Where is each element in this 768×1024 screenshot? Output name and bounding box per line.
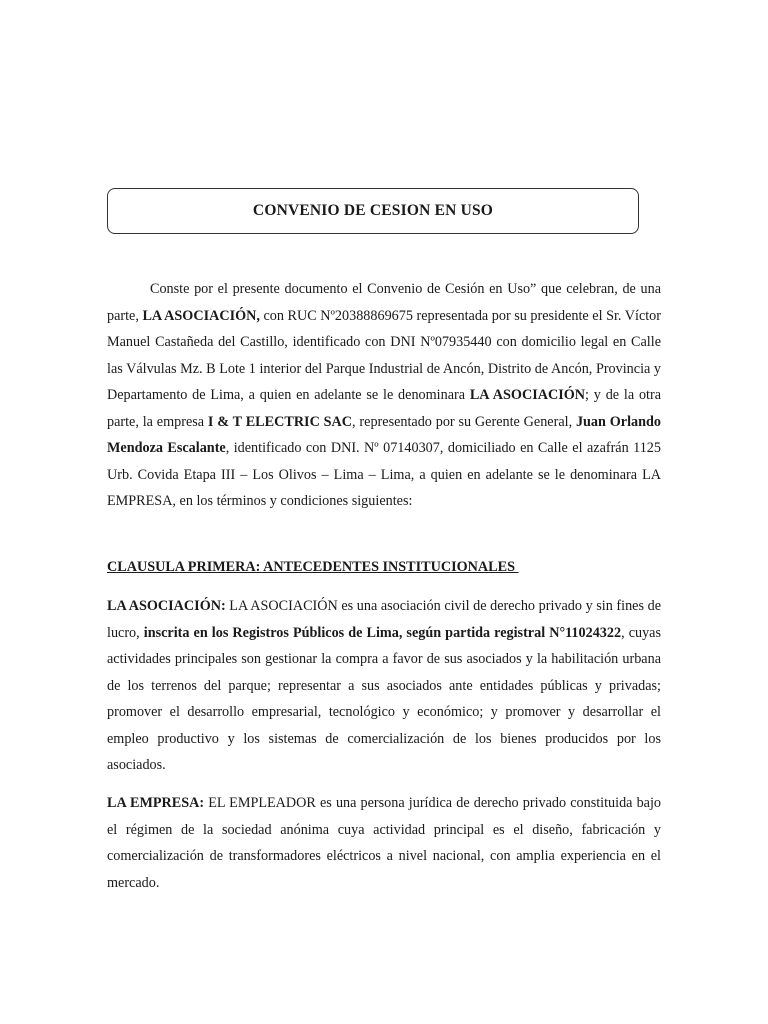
document-title: CONVENIO DE CESION EN USO <box>252 202 494 219</box>
intro-paragraph <box>107 276 661 515</box>
asociacion-text-1: LA ASOCIACIÓN es una asociación civil de derecho privado y sin fines de lucro, <box>107 598 661 641</box>
intro-text-3: ; y de la otra parte, la empresa <box>107 387 661 430</box>
intro-bold-asociacion-2: LA ASOCIACIÓN <box>469 387 586 403</box>
intro-text-5: , identificado con DNI. Nº 07140307, domiciliado en Calle el azafrán 1125 Urb. Covida Etapa III – Los Olivos – Lima – Lima, a quien en adelante se le denominara LA EMPRESA, en los términos y condiciones siguientes: <box>107 440 661 509</box>
clause-1-heading: CLAUSULA PRIMERA: ANTECEDENTES INSTITUCIONALES <box>107 559 519 575</box>
intro-bold-manager: Juan Orlando Mendoza Escalante <box>107 413 661 456</box>
intro-bold-asociacion: LA ASOCIACIÓN, <box>142 307 260 324</box>
asociacion-registry-bold: inscrita en los Registros Públicos de Lima, según partida registral N°11024322 <box>143 624 622 641</box>
empresa-paragraph <box>107 790 661 896</box>
title-box <box>107 188 639 234</box>
intro-text-2: con RUC Nº20388869675 representada por su presidente el Sr. Víctor Manuel Castañeda del Castillo, identificado con DNI Nº07935440 con domicilio legal en Calle las Válvulas Mz. B Lote 1 interior del Parque Industrial de Ancón, Distrito de Ancón, Provincia y Departamento de Lima, a quien en adelante se le denominara <box>107 307 661 403</box>
empresa-label: LA EMPRESA: <box>107 795 205 811</box>
asociacion-paragraph <box>107 593 661 779</box>
asociacion-label: LA ASOCIACIÓN: <box>107 598 226 614</box>
intro-text-1: Conste por el presente documento el Convenio de Cesión en Uso” que celebran, de una parte, <box>107 281 661 324</box>
clause-heading-block <box>107 554 661 581</box>
empresa-text-1: EL EMPLEADOR es una persona jurídica de derecho privado constituida bajo el régimen de la sociedad anónima cuya actividad principal es el diseño, fabricación y comercialización de transformadores eléctricos a nivel nacional, con amplia experiencia en el mercado. <box>107 795 662 891</box>
intro-text-4: , representado por su Gerente General, <box>352 413 576 430</box>
asociacion-text-2: , cuyas actividades principales son gestionar la compra a favor de sus asociados y la habilitación urbana de los terrenos del parque; representar a sus asociados ante entidades públicas y privadas; promover el desarrollo empresarial, tecnológico y económico; y promover y desarrollar el empleo productivo y los sistemas de comercialización de los bienes producidos por los asociados. <box>107 624 661 773</box>
intro-bold-company: I & T ELECTRIC SAC <box>207 413 353 430</box>
